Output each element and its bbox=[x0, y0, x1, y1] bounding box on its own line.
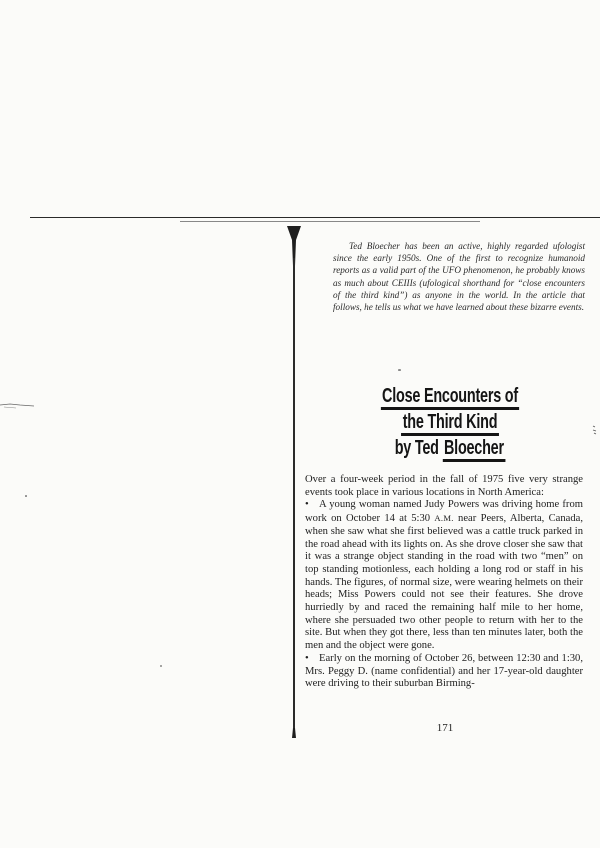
paragraph-intro: Over a four-week period in the fall of 1975 five very strange events took place in various locations in North America: bbox=[305, 474, 583, 498]
gutter-foot-mark bbox=[289, 728, 299, 738]
title-line-1: Close Encounters of bbox=[364, 384, 537, 410]
page-number: 171 bbox=[436, 722, 454, 734]
scan-speck bbox=[25, 495, 27, 497]
byline bbox=[364, 436, 537, 462]
byline-prefix: by Ted bbox=[394, 437, 439, 459]
title-line-2: the Third Kind bbox=[364, 410, 537, 436]
scan-margin-mark-right bbox=[592, 425, 598, 435]
scan-speck bbox=[160, 665, 162, 667]
gutter-line bbox=[293, 258, 295, 736]
article-intro: Ted Bloecher has been an active, highly regarded ufologist since the early 1950s. One of the first to recognize humanoid reports as a valid part of the UFO phenomenon, he probably knows as much about CEIIIs (ufological shorthand for “close encounters of the third kind”) as anyone in the world. In the article that follows, he tells us what we have learned about these bizarre events. bbox=[333, 241, 585, 313]
bullet-icon: • bbox=[305, 499, 309, 511]
article-body bbox=[305, 474, 583, 691]
scan-margin-mark bbox=[0, 402, 34, 410]
paragraph-powers: • A young woman named Judy Powers was driving home from work on October 14 at 5:30 A.M. near Peers, Alberta, Canada, when she saw what she first believed was a cattle truck parked in the road ahead with its lights on. As she drove closer she saw that it was a strange object standing in the road with two “men” on top standing motionless, each holding a long rod or staff in his hands. The figures, of normal size, were wearing helmets on their heads; Miss Powers could not see their features. She drove hurriedly by and raced the remaining half mile to her home, where she persuaded two other people to return with her to the site. But when they got there, less than ten minutes later, both the men and the object were gone. bbox=[305, 499, 584, 652]
scan-speck bbox=[398, 369, 401, 371]
paragraph-peggy: • Early on the morning of October 26, between 12:30 and 1:30, Mrs. Peggy D. (name confidential) and her 17-year-old daughter were driving to their suburban Birming- bbox=[305, 652, 583, 690]
bullet-icon: • bbox=[305, 652, 309, 664]
article-title bbox=[330, 384, 570, 462]
scan-top-rule-faint bbox=[180, 221, 480, 222]
scan-top-rule bbox=[30, 217, 600, 218]
byline-name: Bloecher bbox=[443, 438, 506, 462]
